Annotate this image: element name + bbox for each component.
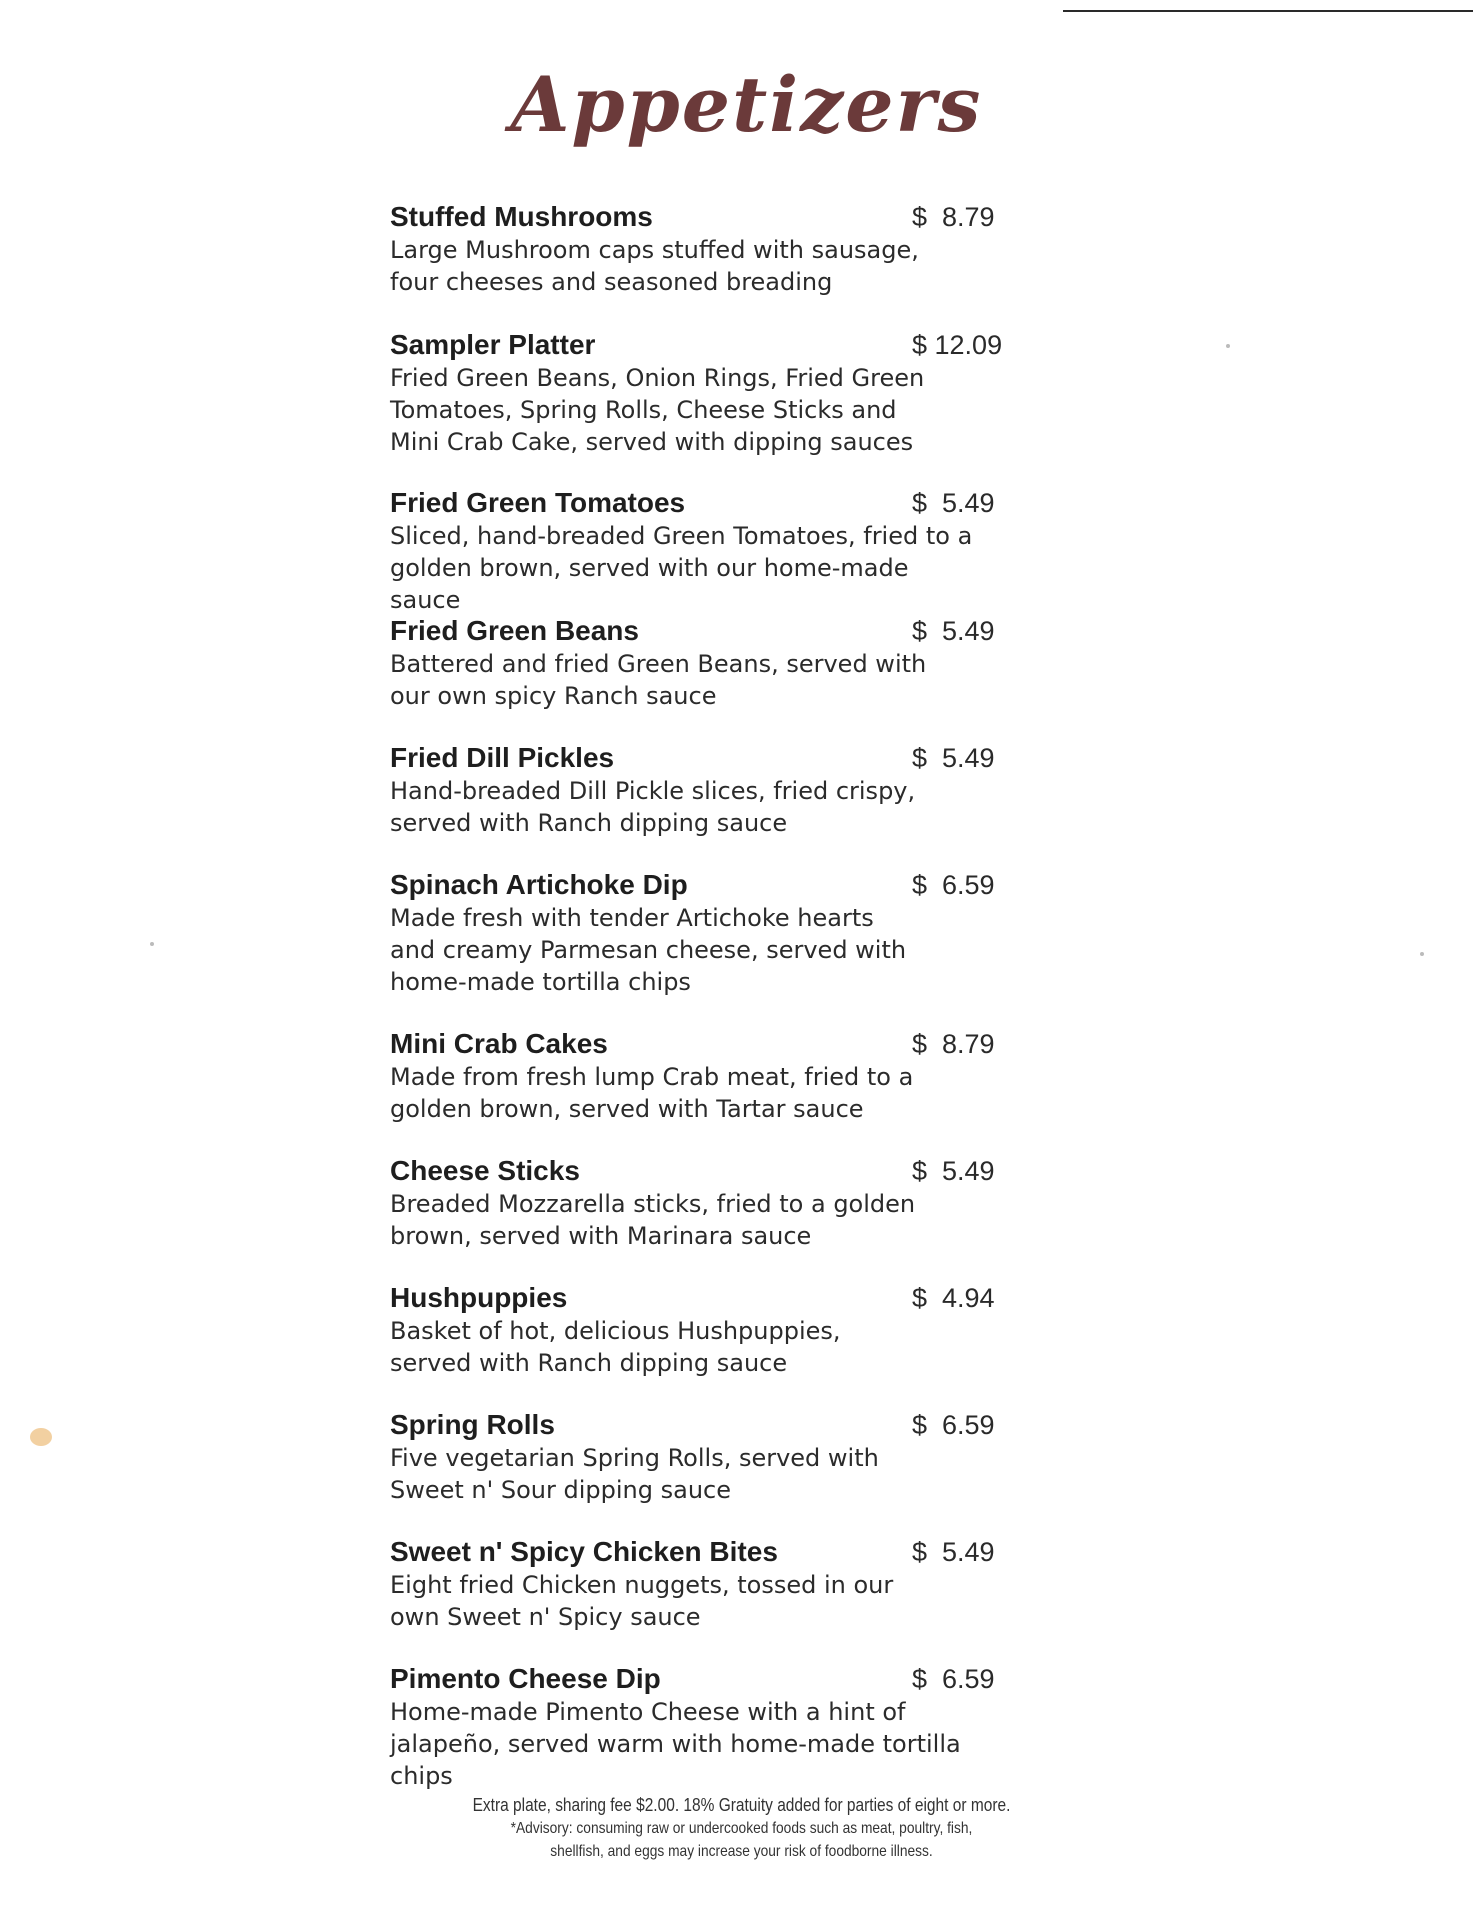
item-name: Fried Dill Pickles (390, 742, 615, 773)
item-description: Battered and fried Green Beans, served with our own spicy Ranch sauce (390, 650, 927, 710)
item-price: $ 6.59 (912, 1410, 995, 1440)
advisory-note: *Advisory: consuming raw or undercooked foods such as meat, poultry, fish, (510, 1820, 973, 1837)
menu-item (390, 1281, 1010, 1408)
item-name: Spinach Artichoke Dip (390, 869, 688, 900)
advisory-note-continued: shellfish, and eggs may increase your risk of foodborne illness. (550, 1843, 933, 1860)
menu-item (390, 1154, 1010, 1281)
paper-speck (150, 942, 154, 946)
menu-item (390, 200, 1010, 328)
item-name: Sweet n' Spicy Chicken Bites (390, 1536, 778, 1567)
item-description: Hand-breaded Dill Pickle slices, fried crispy, served with Ranch dipping sauce (390, 777, 916, 837)
paper-speck (1420, 952, 1424, 956)
item-price: $ 6.59 (912, 870, 995, 900)
item-description: Made fresh with tender Artichoke hearts and creamy Parmesan cheese, served with home-made tortilla chips (390, 904, 907, 996)
item-name: Spring Rolls (390, 1409, 555, 1440)
menu-item (390, 1535, 1010, 1662)
page-title: Appetizers (510, 60, 983, 149)
paper-speck (1226, 344, 1230, 348)
item-price: $ 4.94 (912, 1283, 995, 1313)
item-description: Made from fresh lump Crab meat, fried to a golden brown, served with Tartar sauce (390, 1063, 914, 1123)
item-description: Large Mushroom caps stuffed with sausage, four cheeses and seasoned breading (390, 236, 919, 296)
item-description: Basket of hot, delicious Hushpuppies, served with Ranch dipping sauce (390, 1317, 841, 1377)
item-name: Stuffed Mushrooms (390, 201, 653, 232)
item-description: Home-made Pimento Cheese with a hint of jalapeño, served warm with home-made tortilla chips (390, 1698, 961, 1790)
item-name: Sampler Platter (390, 329, 596, 360)
menu-item (390, 1662, 1010, 1790)
item-price: $ 12.09 (912, 330, 1003, 360)
menu-item (390, 486, 1010, 614)
menu-list (390, 200, 1010, 1790)
menu-item (390, 741, 1010, 868)
menu-item (390, 328, 1010, 486)
top-rule (1063, 10, 1473, 12)
item-name: Mini Crab Cakes (390, 1028, 608, 1059)
item-price: $ 5.49 (912, 488, 995, 518)
item-description: Breaded Mozzarella sticks, fried to a golden brown, served with Marinara sauce (390, 1190, 916, 1250)
menu-item (390, 614, 1010, 741)
item-description: Sliced, hand-breaded Green Tomatoes, fried to a golden brown, served with our home-made sauce (390, 522, 973, 614)
item-description: Eight fried Chicken nuggets, tossed in our own Sweet n' Spicy sauce (390, 1571, 894, 1631)
item-name: Hushpuppies (390, 1282, 568, 1313)
menu-item (390, 868, 1010, 1027)
sharing-fee-note: Extra plate, sharing fee $2.00. 18% Gratuity added for parties of eight or more. (472, 1795, 1011, 1815)
item-description: Five vegetarian Spring Rolls, served with Sweet n' Sour dipping sauce (390, 1444, 879, 1504)
menu-item (390, 1408, 1010, 1535)
item-price: $ 5.49 (912, 616, 995, 646)
item-price: $ 5.49 (912, 743, 995, 773)
item-description: Fried Green Beans, Onion Rings, Fried Green Tomatoes, Spring Rolls, Cheese Sticks and Mini Crab Cake, served with dipping sauces (390, 364, 925, 456)
item-price: $ 6.59 (912, 1664, 995, 1694)
item-name: Cheese Sticks (390, 1155, 580, 1186)
menu-item (390, 1027, 1010, 1154)
footer-notes (0, 1793, 1483, 1863)
item-name: Fried Green Tomatoes (390, 487, 686, 518)
item-price: $ 5.49 (912, 1156, 995, 1186)
paper-stain (30, 1428, 52, 1446)
item-price: $ 5.49 (912, 1537, 995, 1567)
item-name: Pimento Cheese Dip (390, 1663, 661, 1694)
item-name: Fried Green Beans (390, 615, 639, 646)
item-price: $ 8.79 (912, 202, 995, 232)
item-price: $ 8.79 (912, 1029, 995, 1059)
